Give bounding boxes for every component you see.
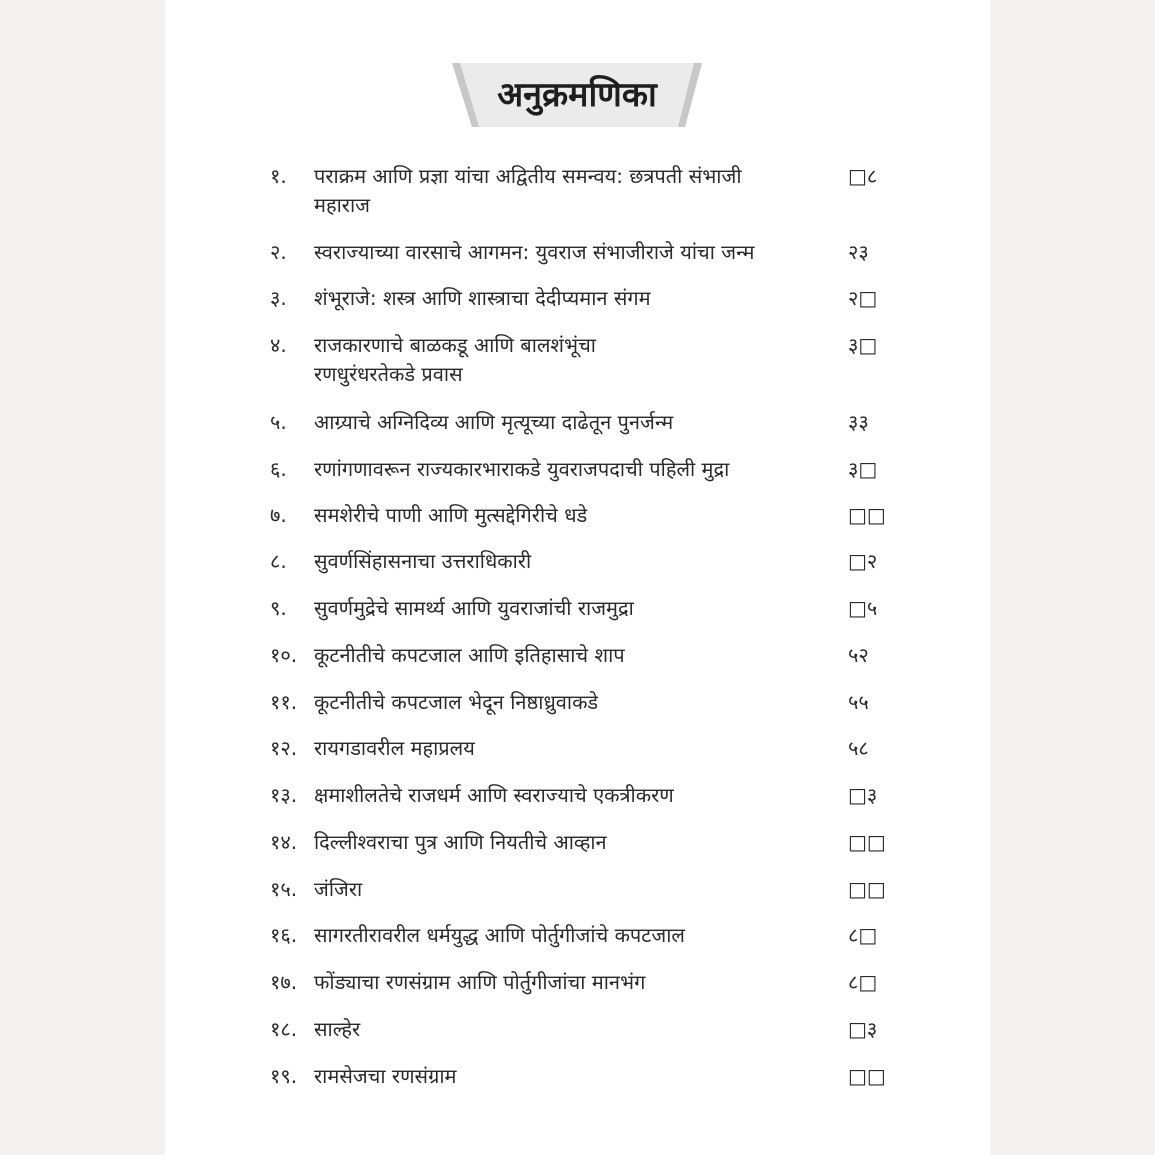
chapter-title: कूटनीतीचे कपटजाल भेदून निष्ठाध्रुवाकडे: [314, 690, 599, 714]
page-number: □८: [848, 164, 878, 188]
document-page: [165, 0, 990, 1155]
page-number: ५८: [848, 736, 869, 760]
page-number: २□: [848, 286, 878, 310]
page-number: २३: [848, 240, 869, 264]
chapter-number: ३.: [270, 286, 287, 310]
page-number: ५५: [848, 690, 869, 714]
chapter-number: १२.: [270, 736, 298, 760]
chapter-number: १९.: [270, 1064, 298, 1088]
chapter-title: क्षमाशीलतेचे राजधर्म आणि स्वराज्याचे एकत्रीकरण: [314, 783, 674, 807]
chapter-number: २.: [270, 240, 287, 264]
chapter-number: ८.: [270, 549, 287, 573]
chapter-title: दिल्लीश्वराचा पुत्र आणि नियतीचे आव्हान: [314, 830, 607, 854]
chapter-title: साल्हेर: [314, 1017, 361, 1041]
chapter-number: १८.: [270, 1017, 298, 1041]
page-title: अनुक्रमणिका: [497, 75, 657, 115]
chapter-title: स्वराज्याच्या वारसाचे आगमन: युवराज संभाजीराजे यांचा जन्म: [314, 240, 755, 264]
page-number: □३: [848, 783, 878, 807]
chapter-title: जंजिरा: [314, 877, 363, 901]
page-number: □□: [848, 830, 886, 854]
chapter-title: कूटनीतीचे कपटजाल आणि इतिहासाचे शाप: [314, 643, 625, 667]
chapter-number: १५.: [270, 877, 298, 901]
chapter-title: आग्र्याचे अग्निदिव्य आणि मृत्यूच्या दाढेतून पुनर्जन्म: [314, 410, 674, 434]
page-number: ५२: [848, 643, 869, 667]
page-number: ३३: [848, 410, 869, 434]
chapter-number: १७.: [270, 970, 298, 994]
chapter-title: सुवर्णसिंहासनाचा उत्तराधिकारी: [314, 549, 532, 573]
chapter-number: १३.: [270, 783, 298, 807]
page-number: ३□: [848, 457, 878, 481]
page-number: □२: [848, 549, 878, 573]
chapter-title: रायगडावरील महाप्रलय: [314, 736, 475, 760]
title-banner: [452, 63, 702, 127]
page-number: ८□: [848, 923, 878, 947]
page-number: □५: [848, 596, 878, 620]
chapter-number: १०.: [270, 643, 298, 667]
chapter-number: ४.: [270, 333, 287, 357]
chapter-number: १.: [270, 164, 287, 188]
chapter-title: रामसेजचा रणसंग्राम: [314, 1064, 457, 1088]
chapter-title: समशेरीचे पाणी आणि मुत्सद्देगिरीचे धडे: [314, 503, 588, 527]
chapter-title: पराक्रम आणि प्रज्ञा यांचा अद्वितीय समन्वय: छत्रपती संभाजी महाराज: [314, 164, 742, 217]
chapter-title: सुवर्णमुद्रेचे सामर्थ्य आणि युवराजांची राजमुद्रा: [314, 596, 634, 620]
chapter-title: राजकारणाचे बाळकडू आणि बालशंभूंचा रणधुरंधरतेकडे प्रवास: [314, 333, 596, 386]
chapter-title: शंभूराजे: शस्त्र आणि शास्त्राचा देदीप्यमान संगम: [314, 286, 651, 310]
page-number: ३□: [848, 333, 878, 357]
chapter-number: ९.: [270, 596, 287, 620]
page-number: □□: [848, 877, 886, 901]
page-number: □□: [848, 1064, 886, 1088]
chapter-title: रणांगणावरून राज्यकारभाराकडे युवराजपदाची पहिली मुद्रा: [314, 457, 730, 481]
chapter-number: ११.: [270, 690, 298, 714]
chapter-title: सागरतीरावरील धर्मयुद्ध आणि पोर्तुगीजांचे कपटजाल: [314, 923, 685, 947]
page-number: ८□: [848, 970, 878, 994]
chapter-title: फोंड्याचा रणसंग्राम आणि पोर्तुगीजांचा मानभंग: [314, 970, 646, 994]
chapter-number: १६.: [270, 923, 298, 947]
page-number: □३: [848, 1017, 878, 1041]
chapter-number: १४.: [270, 830, 298, 854]
chapter-number: ५.: [270, 410, 287, 434]
chapter-number: ६.: [270, 457, 287, 481]
page-number: □□: [848, 503, 886, 527]
chapter-number: ७.: [270, 503, 287, 527]
